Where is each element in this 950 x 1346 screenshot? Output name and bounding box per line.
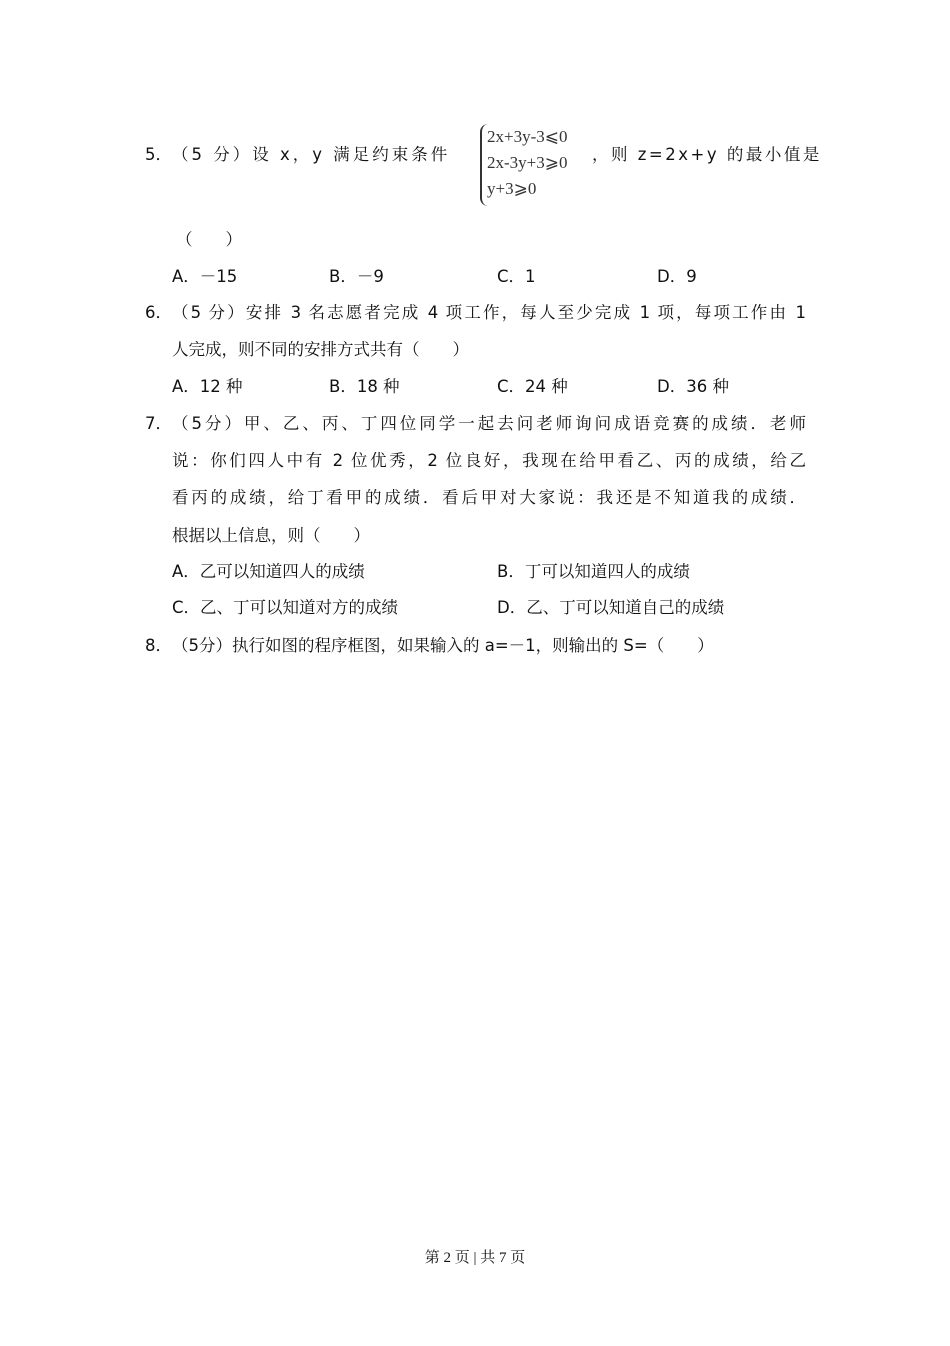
question-text: （5分）甲、乙、丙、丁四位同学一起去问老师询问成语竞赛的成绩．老师 — [172, 414, 806, 433]
option-a: A．12 种 — [172, 377, 243, 396]
constraint-system — [480, 124, 568, 206]
option-b: B．丁可以知道四人的成绩 — [497, 562, 690, 581]
question-text: （5 分）设 x，y 满足约束条件 — [172, 145, 451, 164]
option-c: C．24 种 — [497, 377, 568, 396]
option-c: C．乙、丁可以知道对方的成绩 — [172, 598, 399, 617]
question-number: 6． — [145, 303, 172, 322]
question-text: 根据以上信息，则（ ） — [172, 526, 370, 545]
question-text: 说：你们四人中有 2 位优秀，2 位良好，我现在给甲看乙、丙的成绩，给乙 — [172, 451, 806, 470]
question-number: 7． — [145, 414, 172, 433]
option-b: B．－9 — [329, 267, 384, 286]
question-text: 人完成，则不同的安排方式共有（ ） — [172, 340, 469, 359]
option-a: A．－15 — [172, 267, 238, 286]
option-c: C．1 — [497, 267, 536, 286]
option-d: D．36 种 — [657, 377, 729, 396]
option-b: B．18 种 — [329, 377, 400, 396]
answer-blank: （ ） — [176, 230, 242, 249]
question-text: （5分）执行如图的程序框图，如果输入的 a=－1，则输出的 S=（ ） — [172, 636, 714, 655]
question-number: 8． — [145, 636, 172, 655]
question-number: 5． — [145, 145, 172, 164]
question-text: ，则 z=2x+y 的最小值是 — [592, 145, 822, 164]
constraint: 2x-3y+3⩾0 — [487, 153, 568, 172]
question-text: （5 分）安排 3 名志愿者完成 4 项工作，每人至少完成 1 项，每项工作由 1 — [172, 303, 806, 322]
constraint: 2x+3y-3⩽0 — [487, 127, 568, 146]
page-footer: 第 2 页 | 共 7 页 — [424, 1250, 526, 1266]
option-a: A．乙可以知道四人的成绩 — [172, 562, 365, 581]
constraint: y+3⩾0 — [487, 179, 537, 198]
question-text: 看丙的成绩，给丁看甲的成绩．看后甲对大家说：我还是不知道我的成绩． — [172, 488, 806, 507]
option-d: D．9 — [657, 267, 697, 286]
option-d: D．乙、丁可以知道自己的成绩 — [497, 598, 725, 617]
